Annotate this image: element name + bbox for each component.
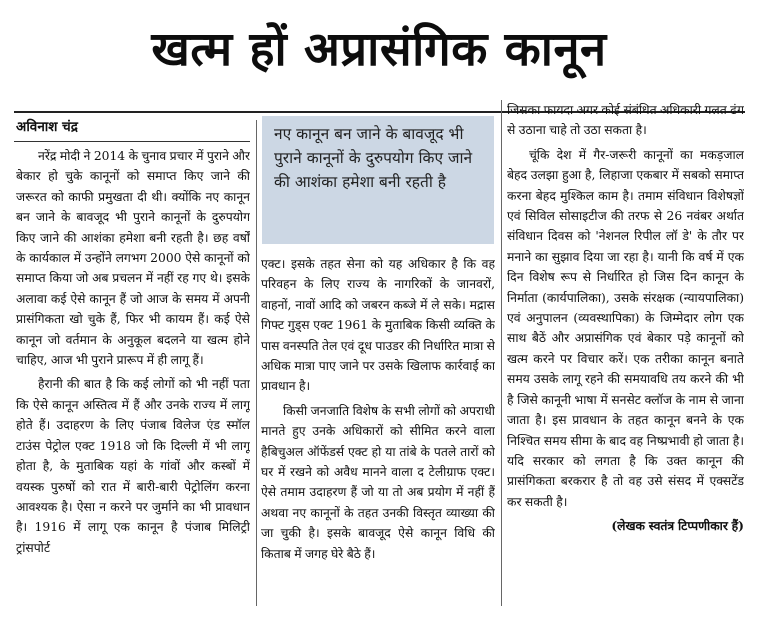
pull-quote-box: [262, 116, 494, 244]
column-divider: [501, 100, 502, 606]
byline-rule: [14, 141, 250, 142]
article-column-1: [16, 146, 250, 606]
pull-quote-text: नए कानून बन जाने के बावजूद भी पुराने कानूनों के दुरुपयोग किए जाने की आशंका हमेशा बनी रहती है: [274, 125, 473, 191]
paragraph: जिसका फायदा अगर कोई संबंधित अधिकारी गलत ढंग से उठाना चाहे तो उठा सकता है।: [507, 103, 744, 138]
author-note: (लेखक स्वतंत्र टिप्पणीकार हैं): [611, 518, 744, 534]
paragraph: चूंकि देश में गैर-जरूरी कानूनों का मकड़जाल बेहद उलझा हुआ है, लिहाजा एकबार में सबको समाप्त करना बेहद मुश्किल काम है। तमाम संविधान विशेषज्ञों एवं सिविल सोसाइटीज की तरफ से 26 नवंबर अर्थात संविधान दिवस को 'नेशनल रिपील लॉ डे' के तौर पर मनाने का सुझाव दिया जा रहा है। यानी कि वर्ष में एक दिन विशेष रूप से निर्धारित हो जिस दिन कानून के निर्माता (कार्यपालिका), उसके संरक्षक (न्यायपालिका) एवं अनुपालन (व्यवस्थापिका) के जिम्मेदार लोग एक साथ बैठें और अप्रासंगिक एवं बेकार पड़े कानूनों को खत्म करने पर विचार करें। एक तरीका कानून बनाते समय उसके लागू रहने की समयावधि तय करने की भी है जिसे कानूनी भाषा में सनसेट क्लॉज के नाम से जाना जाता है। इस प्रावधान के तहत कानून बनने के एक निश्चित समय सीमा के बाद वह निष्प्रभावी हो जाता है। यदि सरकार को लगता है कि उक्त कानून की प्रासंगिकता बरकरार है तो वह उसे संसद में एक्सटेंड कर सकती है।: [507, 147, 744, 509]
paragraph: हैरानी की बात है कि कई लोगों को भी नहीं पता कि ऐसे कानून अस्तित्व में हैं और उनके राज्य में लागू होते हैं। उदाहरण के लिए पंजाब विलेज एंड स्मॉल टाउंस पेट्रोल एक्ट 1918 जो कि दिल्ली में भी लागू होता है, के मुताबिक यहां के गांवों और कस्बों में वयस्क पुरुषों को रात में बारी-बारी पेट्रोलिंग करना आवश्यक है। ऐसा न करने पर जुर्माने का भी प्रावधान है। 1916 में लागू एक कानून है पंजाब मिलिट्री ट्रांसपोर्ट: [16, 377, 250, 555]
headline: खत्म हों अप्रासंगिक कानून: [151, 22, 607, 77]
article-column-2: [261, 254, 495, 606]
paragraph: एक्ट। इसके तहत सेना को यह अधिकार है कि वह परिवहन के लिए राज्य के नागरिकों के जानवरों, वाहनों, नावों आदि को जबरन कब्जे में ले सके। मद्रास गिफ्ट गुड्स एक्ट 1961 के मुताबिक किसी व्यक्ति के पास वनस्पति तेल एवं दूध पाउडर की निर्धारित मात्रा से अधिक मात्रा पाए जाने पर उसके खिलाफ कार्रवाई का प्रावधान है।: [261, 257, 495, 394]
paragraph: नरेंद्र मोदी ने 2014 के चुनाव प्रचार में पुराने और बेकार हो चुके कानूनों को समाप्त किए जाने की जरूरत को काफी प्रमुखता दी थी। क्योंकि नए कानून बन जाने के बावजूद भी पुराने कानूनों के दुरुपयोग किए जाने की आशंका हमेशा बनी रहती है। छह वर्षों के कार्यकाल में उन्होंने लगभग 2000 ऐसे कानूनों को समाप्त किया जो अब प्रचलन में नहीं रह गए थे। इसके अलावा कई ऐसे कानून हैं जो आज के समय में अपनी प्रासंगिकता खो चुके हैं, फिर भी कायम हैं। कई ऐसे कानून जो वर्तमान के अनुकूल बदलने या खत्म होने चाहिए, आज भी पुराने प्रारूप में ही लागू हैं।: [16, 149, 250, 368]
article-column-3: [507, 100, 744, 612]
paragraph: किसी जनजाति विशेष के सभी लोगों को अपराधी मानते हुए उनके अधिकारों को सीमित करने वाला हैबिचुअल ऑफेंडर्स एक्ट हो या तांबे के पतले तारों को घर में रखने को अवैध मानने वाला द टेलीग्राफ एक्ट। ऐसे तमाम उदाहरण हैं जो या तो अब प्रयोग में नहीं हैं अथवा नए कानूनों के तहत उनकी विस्तृत व्याख्या की जा चुकी है। इसके बावजूद ऐसे कानून विधि की किताब में जगह घेरे बैठे हैं।: [261, 403, 495, 561]
column-divider: [256, 120, 257, 606]
byline: अविनाश चंद्र: [16, 119, 78, 135]
